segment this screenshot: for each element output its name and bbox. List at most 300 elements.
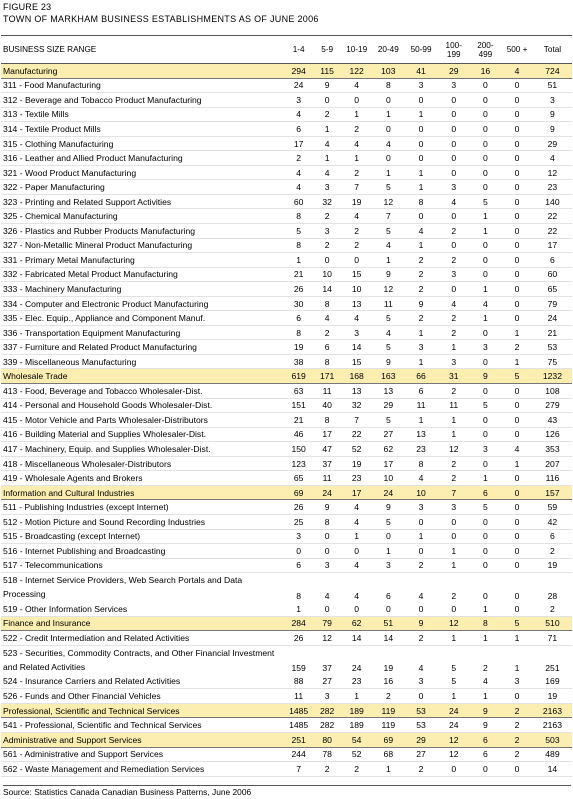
total-cell: 22 bbox=[533, 209, 572, 224]
value-cell: 103 bbox=[373, 64, 405, 79]
value-cell: 4 bbox=[341, 78, 373, 93]
value-cell: 1 bbox=[404, 180, 438, 195]
value-cell: 2 bbox=[501, 718, 533, 733]
value-cell: 9 bbox=[373, 500, 405, 515]
total-cell: 28 bbox=[547, 590, 558, 601]
value-cell: 30 bbox=[284, 296, 314, 311]
row-label: 414 - Personal and Household Goods Wholesaler-Dist. bbox=[1, 398, 284, 413]
value-cell: 9 bbox=[470, 369, 502, 384]
value-cell: 0 bbox=[438, 282, 470, 297]
value-cell: 2 bbox=[501, 340, 533, 355]
value-cell: 171 bbox=[313, 369, 340, 384]
value-cell: 3 bbox=[438, 267, 470, 282]
value-cell: 2 bbox=[438, 456, 470, 471]
value-cell: 2 bbox=[501, 732, 533, 747]
value-cell: 4 bbox=[324, 590, 330, 601]
total-cell: 108 bbox=[533, 384, 572, 399]
value-cell: 78 bbox=[313, 747, 340, 762]
value-cell: 9 bbox=[313, 500, 340, 515]
column-header: 10-19 bbox=[341, 36, 373, 64]
column-header: 200- 499 bbox=[470, 36, 502, 64]
value-cell: 4 bbox=[404, 224, 438, 239]
value-cell: 0 bbox=[438, 209, 470, 224]
value-cell: 2 bbox=[438, 384, 470, 399]
value-cell: 69 bbox=[373, 732, 405, 747]
value-cell: 119 bbox=[373, 718, 405, 733]
value-cell: 1 bbox=[470, 631, 502, 646]
value-cell: 0 bbox=[501, 194, 533, 209]
value-cell: 14 bbox=[313, 282, 340, 297]
value-cell: 0 bbox=[373, 529, 405, 544]
value-cell: 11 bbox=[438, 398, 470, 413]
row-label: 519 - Other Information Services bbox=[1, 602, 284, 617]
value-cell: 1 bbox=[404, 325, 438, 340]
value-cell: 3 bbox=[373, 558, 405, 573]
value-cell: 0 bbox=[470, 267, 502, 282]
value-cell: 17 bbox=[284, 136, 314, 151]
value-cell: 0 bbox=[501, 413, 533, 428]
table-row bbox=[1, 544, 572, 559]
value-cell: 282 bbox=[313, 718, 340, 733]
value-cell: 4 bbox=[373, 238, 405, 253]
total-cell: 489 bbox=[533, 747, 572, 762]
value-cell: 3 bbox=[404, 340, 438, 355]
value-cell: 1 bbox=[501, 354, 533, 369]
value-cell: 0 bbox=[470, 180, 502, 195]
total-cell: 12 bbox=[533, 165, 572, 180]
total-cell: 19 bbox=[533, 689, 572, 704]
value-cell: 0 bbox=[373, 602, 405, 617]
value-cell: 122 bbox=[341, 64, 373, 79]
value-cell: 3 bbox=[438, 180, 470, 195]
value-cell: 19 bbox=[284, 340, 314, 355]
value-cell: 2 bbox=[404, 762, 438, 777]
column-header: 500 + bbox=[501, 36, 533, 64]
value-cell: 8 bbox=[404, 456, 438, 471]
value-cell: 8 bbox=[373, 78, 405, 93]
value-cell: 1485 bbox=[284, 703, 314, 718]
value-cell: 1 bbox=[341, 107, 373, 122]
value-cell: 2 bbox=[341, 122, 373, 137]
value-cell: 63 bbox=[284, 384, 314, 399]
value-cell: 2 bbox=[438, 471, 470, 486]
value-cell: 0 bbox=[501, 122, 533, 137]
value-cell: 0 bbox=[404, 544, 438, 559]
value-cell: 2 bbox=[438, 311, 470, 326]
column-header-label: BUSINESS SIZE RANGE bbox=[1, 36, 284, 64]
value-cell: 25 bbox=[284, 514, 314, 529]
value-cell: 6 bbox=[385, 590, 391, 601]
value-cell: 1 bbox=[373, 107, 405, 122]
row-label: 526 - Funds and Other Financial Vehicles bbox=[1, 689, 284, 704]
value-cell: 10 bbox=[341, 282, 373, 297]
value-cell: 4 bbox=[470, 674, 502, 689]
row-label: 337 - Furniture and Related Product Manufacturing bbox=[1, 340, 284, 355]
value-cell: 2 bbox=[404, 558, 438, 573]
value-cell: 619 bbox=[284, 369, 314, 384]
value-cell: 4 bbox=[418, 663, 424, 674]
row-label: 315 - Clothing Manufacturing bbox=[1, 136, 284, 151]
header-row bbox=[1, 36, 572, 64]
table-row bbox=[1, 224, 572, 239]
value-cell: 0 bbox=[404, 136, 438, 151]
value-cell: 2 bbox=[313, 762, 340, 777]
total-cell: 116 bbox=[533, 471, 572, 486]
row-label: 327 - Non-Metallic Mineral Product Manufacturing bbox=[1, 238, 284, 253]
value-cell: 2 bbox=[404, 631, 438, 646]
value-cell: 3 bbox=[341, 325, 373, 340]
value-cell: 0 bbox=[373, 122, 405, 137]
value-cell: 0 bbox=[501, 209, 533, 224]
value-cell: 3 bbox=[438, 354, 470, 369]
row-label: 523 - Securities, Commodity Contracts, and Other Financial Investment and Related Activities bbox=[3, 648, 275, 673]
table-body bbox=[1, 64, 572, 777]
value-cell: 0 bbox=[404, 602, 438, 617]
value-cell: 2 bbox=[284, 151, 314, 166]
value-cell: 168 bbox=[341, 369, 373, 384]
row-label: 518 - Internet Service Providers, Web Search Portals and Data Processing bbox=[3, 575, 243, 600]
value-cell: 1 bbox=[501, 456, 533, 471]
total-cell: 3 bbox=[533, 93, 572, 108]
value-cell: 29 bbox=[404, 732, 438, 747]
value-cell: 22 bbox=[341, 427, 373, 442]
value-cell: 0 bbox=[470, 136, 502, 151]
row-label: 524 - Insurance Carriers and Related Activities bbox=[1, 674, 284, 689]
value-cell: 17 bbox=[373, 456, 405, 471]
table-row bbox=[1, 238, 572, 253]
table-row bbox=[1, 762, 572, 777]
total-cell: 59 bbox=[533, 500, 572, 515]
value-cell: 12 bbox=[438, 442, 470, 457]
value-cell: 0 bbox=[404, 93, 438, 108]
value-cell: 53 bbox=[404, 703, 438, 718]
row-label: Information and Cultural Industries bbox=[1, 485, 284, 500]
value-cell: 12 bbox=[373, 194, 405, 209]
table-row bbox=[1, 340, 572, 355]
row-label: 336 - Transportation Equipment Manufacturing bbox=[1, 325, 284, 340]
value-cell: 23 bbox=[404, 442, 438, 457]
value-cell: 3 bbox=[313, 180, 340, 195]
value-cell: 9 bbox=[373, 267, 405, 282]
table-row bbox=[1, 514, 572, 529]
value-cell: 0 bbox=[501, 762, 533, 777]
value-cell: 0 bbox=[501, 238, 533, 253]
value-cell: 4 bbox=[284, 165, 314, 180]
value-cell: 1 bbox=[404, 238, 438, 253]
value-cell: 1485 bbox=[284, 718, 314, 733]
value-cell: 0 bbox=[501, 224, 533, 239]
value-cell: 0 bbox=[501, 529, 533, 544]
value-cell: 5 bbox=[284, 224, 314, 239]
value-cell: 163 bbox=[373, 369, 405, 384]
value-cell: 0 bbox=[470, 762, 502, 777]
source-note: Source: Statistics Canada Canadian Business Patterns, June 2006 bbox=[3, 785, 571, 797]
value-cell: 4 bbox=[373, 136, 405, 151]
value-cell: 5 bbox=[373, 224, 405, 239]
value-cell: 31 bbox=[438, 369, 470, 384]
row-label: 335 - Elec. Equip., Appliance and Component Manuf. bbox=[1, 311, 284, 326]
value-cell: 0 bbox=[438, 238, 470, 253]
value-cell: 40 bbox=[313, 398, 340, 413]
table-row bbox=[1, 136, 572, 151]
value-cell: 5 bbox=[501, 616, 533, 631]
value-cell: 282 bbox=[313, 703, 340, 718]
value-cell: 0 bbox=[501, 427, 533, 442]
table-row bbox=[1, 253, 572, 268]
value-cell: 2 bbox=[404, 282, 438, 297]
value-cell: 4 bbox=[501, 64, 533, 79]
value-cell: 2 bbox=[313, 209, 340, 224]
value-cell: 4 bbox=[284, 107, 314, 122]
value-cell: 15 bbox=[341, 267, 373, 282]
table-row bbox=[1, 296, 572, 311]
value-cell: 9 bbox=[470, 718, 502, 733]
value-cell: 88 bbox=[284, 674, 314, 689]
value-cell: 189 bbox=[341, 703, 373, 718]
category-row bbox=[1, 732, 572, 747]
value-cell: 0 bbox=[341, 544, 373, 559]
value-cell: 119 bbox=[373, 703, 405, 718]
value-cell: 4 bbox=[313, 136, 340, 151]
value-cell: 23 bbox=[341, 471, 373, 486]
value-cell: 1 bbox=[341, 529, 373, 544]
table-row bbox=[1, 442, 572, 457]
total-cell: 60 bbox=[533, 267, 572, 282]
value-cell: 80 bbox=[313, 732, 340, 747]
row-label: 323 - Printing and Related Support Activities bbox=[1, 194, 284, 209]
table-row bbox=[1, 689, 572, 704]
value-cell: 0 bbox=[313, 602, 340, 617]
value-cell: 0 bbox=[404, 122, 438, 137]
value-cell: 150 bbox=[284, 442, 314, 457]
value-cell: 8 bbox=[313, 413, 340, 428]
value-cell: 2 bbox=[341, 762, 373, 777]
row-label: 419 - Wholesale Agents and Brokers bbox=[1, 471, 284, 486]
table-row bbox=[1, 267, 572, 282]
value-cell: 0 bbox=[470, 529, 502, 544]
table-row bbox=[1, 573, 572, 602]
total-cell: 23 bbox=[533, 180, 572, 195]
table-row bbox=[1, 209, 572, 224]
value-cell: 47 bbox=[313, 442, 340, 457]
row-label: 326 - Plastics and Rubber Products Manufacturing bbox=[1, 224, 284, 239]
table-row bbox=[1, 78, 572, 93]
row-label: Finance and Insurance bbox=[1, 616, 284, 631]
value-cell: 24 bbox=[438, 703, 470, 718]
table-row bbox=[1, 384, 572, 399]
value-cell: 0 bbox=[404, 514, 438, 529]
value-cell: 0 bbox=[501, 78, 533, 93]
value-cell: 1 bbox=[470, 282, 502, 297]
value-cell: 0 bbox=[470, 151, 502, 166]
value-cell: 1 bbox=[501, 325, 533, 340]
total-cell: 4 bbox=[533, 151, 572, 166]
value-cell: 8 bbox=[284, 238, 314, 253]
table-row bbox=[1, 325, 572, 340]
value-cell: 4 bbox=[313, 311, 340, 326]
value-cell: 5 bbox=[373, 514, 405, 529]
value-cell: 2 bbox=[313, 325, 340, 340]
table-row bbox=[1, 456, 572, 471]
total-cell: 279 bbox=[533, 398, 572, 413]
table-row bbox=[1, 107, 572, 122]
value-cell: 2 bbox=[438, 253, 470, 268]
value-cell: 159 bbox=[291, 663, 306, 674]
value-cell: 1 bbox=[438, 558, 470, 573]
total-cell: 43 bbox=[533, 413, 572, 428]
value-cell: 0 bbox=[501, 500, 533, 515]
value-cell: 16 bbox=[373, 674, 405, 689]
row-label: 333 - Machinery Manufacturing bbox=[1, 282, 284, 297]
row-label: 311 - Food Manufacturing bbox=[1, 78, 284, 93]
value-cell: 0 bbox=[404, 209, 438, 224]
value-cell: 1 bbox=[470, 602, 502, 617]
value-cell: 0 bbox=[470, 107, 502, 122]
value-cell: 0 bbox=[470, 514, 502, 529]
value-cell: 1 bbox=[284, 602, 314, 617]
value-cell: 19 bbox=[383, 663, 394, 674]
value-cell: 6 bbox=[284, 122, 314, 137]
value-cell: 0 bbox=[438, 93, 470, 108]
value-cell: 0 bbox=[501, 485, 533, 500]
value-cell: 4 bbox=[438, 194, 470, 209]
table-row bbox=[1, 413, 572, 428]
value-cell: 0 bbox=[483, 590, 488, 601]
value-cell: 2 bbox=[341, 224, 373, 239]
value-cell: 6 bbox=[470, 732, 502, 747]
value-cell: 2 bbox=[404, 253, 438, 268]
value-cell: 0 bbox=[341, 93, 373, 108]
column-header: 5-9 bbox=[313, 36, 340, 64]
value-cell: 1 bbox=[470, 224, 502, 239]
value-cell: 13 bbox=[373, 384, 405, 399]
value-cell: 53 bbox=[404, 718, 438, 733]
value-cell: 0 bbox=[470, 544, 502, 559]
value-cell: 16 bbox=[470, 64, 502, 79]
row-label: 511 - Publishing Industries (except Internet) bbox=[1, 500, 284, 515]
table-row bbox=[1, 93, 572, 108]
total-cell: 9 bbox=[533, 122, 572, 137]
value-cell: 8 bbox=[284, 209, 314, 224]
value-cell: 0 bbox=[438, 122, 470, 137]
row-label: 512 - Motion Picture and Sound Recording Industries bbox=[1, 514, 284, 529]
value-cell: 0 bbox=[501, 471, 533, 486]
value-cell: 12 bbox=[438, 747, 470, 762]
category-row bbox=[1, 369, 572, 384]
value-cell: 4 bbox=[341, 209, 373, 224]
total-cell: 2 bbox=[533, 602, 572, 617]
value-cell: 1 bbox=[341, 689, 373, 704]
total-cell: 29 bbox=[533, 136, 572, 151]
value-cell: 17 bbox=[341, 485, 373, 500]
value-cell: 1 bbox=[501, 631, 533, 646]
total-cell: 14 bbox=[533, 762, 572, 777]
category-row bbox=[1, 485, 572, 500]
row-label: 515 - Broadcasting (except Internet) bbox=[1, 529, 284, 544]
value-cell: 24 bbox=[351, 663, 362, 674]
total-cell: 207 bbox=[533, 456, 572, 471]
total-cell: 2 bbox=[533, 544, 572, 559]
value-cell: 4 bbox=[341, 514, 373, 529]
value-cell: 37 bbox=[322, 663, 332, 674]
value-cell: 1 bbox=[373, 253, 405, 268]
value-cell: 4 bbox=[438, 296, 470, 311]
value-cell: 0 bbox=[404, 689, 438, 704]
value-cell: 1 bbox=[373, 762, 405, 777]
value-cell: 21 bbox=[284, 413, 314, 428]
value-cell: 4 bbox=[341, 558, 373, 573]
value-cell: 1 bbox=[470, 209, 502, 224]
value-cell: 0 bbox=[501, 311, 533, 326]
value-cell: 6 bbox=[470, 747, 502, 762]
value-cell: 7 bbox=[284, 762, 314, 777]
value-cell: 2 bbox=[438, 224, 470, 239]
value-cell: 1 bbox=[373, 165, 405, 180]
value-cell: 2 bbox=[501, 703, 533, 718]
value-cell: 0 bbox=[438, 762, 470, 777]
value-cell: 11 bbox=[404, 398, 438, 413]
value-cell: 0 bbox=[313, 253, 340, 268]
value-cell: 0 bbox=[501, 296, 533, 311]
business-establishments-table bbox=[1, 35, 572, 777]
table-row bbox=[1, 529, 572, 544]
value-cell: 1 bbox=[438, 413, 470, 428]
value-cell: 189 bbox=[341, 718, 373, 733]
value-cell: 1 bbox=[470, 471, 502, 486]
value-cell: 0 bbox=[501, 93, 533, 108]
value-cell: 0 bbox=[501, 253, 533, 268]
value-cell: 13 bbox=[341, 296, 373, 311]
value-cell: 5 bbox=[373, 180, 405, 195]
value-cell: 0 bbox=[501, 602, 533, 617]
value-cell: 13 bbox=[341, 384, 373, 399]
value-cell: 9 bbox=[404, 296, 438, 311]
table-row bbox=[1, 602, 572, 617]
total-cell: 22 bbox=[533, 224, 572, 239]
value-cell: 0 bbox=[438, 151, 470, 166]
value-cell: 6 bbox=[404, 384, 438, 399]
table-row bbox=[1, 674, 572, 689]
value-cell: 38 bbox=[284, 354, 314, 369]
value-cell: 4 bbox=[501, 442, 533, 457]
value-cell: 123 bbox=[284, 456, 314, 471]
value-cell: 3 bbox=[313, 224, 340, 239]
value-cell: 2 bbox=[438, 325, 470, 340]
table-row bbox=[1, 747, 572, 762]
total-cell: 2163 bbox=[533, 718, 572, 733]
category-row bbox=[1, 64, 572, 79]
total-cell: 71 bbox=[533, 631, 572, 646]
value-cell: 24 bbox=[438, 718, 470, 733]
value-cell: 62 bbox=[373, 442, 405, 457]
value-cell: 0 bbox=[501, 136, 533, 151]
value-cell: 26 bbox=[284, 631, 314, 646]
value-cell: 1 bbox=[438, 544, 470, 559]
value-cell: 4 bbox=[404, 471, 438, 486]
value-cell: 2 bbox=[313, 107, 340, 122]
value-cell: 51 bbox=[373, 616, 405, 631]
table-row bbox=[1, 151, 572, 166]
value-cell: 4 bbox=[354, 590, 360, 601]
value-cell: 0 bbox=[341, 253, 373, 268]
table-row bbox=[1, 558, 572, 573]
value-cell: 0 bbox=[438, 514, 470, 529]
value-cell: 29 bbox=[373, 398, 405, 413]
value-cell: 1 bbox=[470, 689, 502, 704]
row-label: 334 - Computer and Electronic Product Manufacturing bbox=[1, 296, 284, 311]
value-cell: 0 bbox=[438, 136, 470, 151]
value-cell: 66 bbox=[404, 369, 438, 384]
